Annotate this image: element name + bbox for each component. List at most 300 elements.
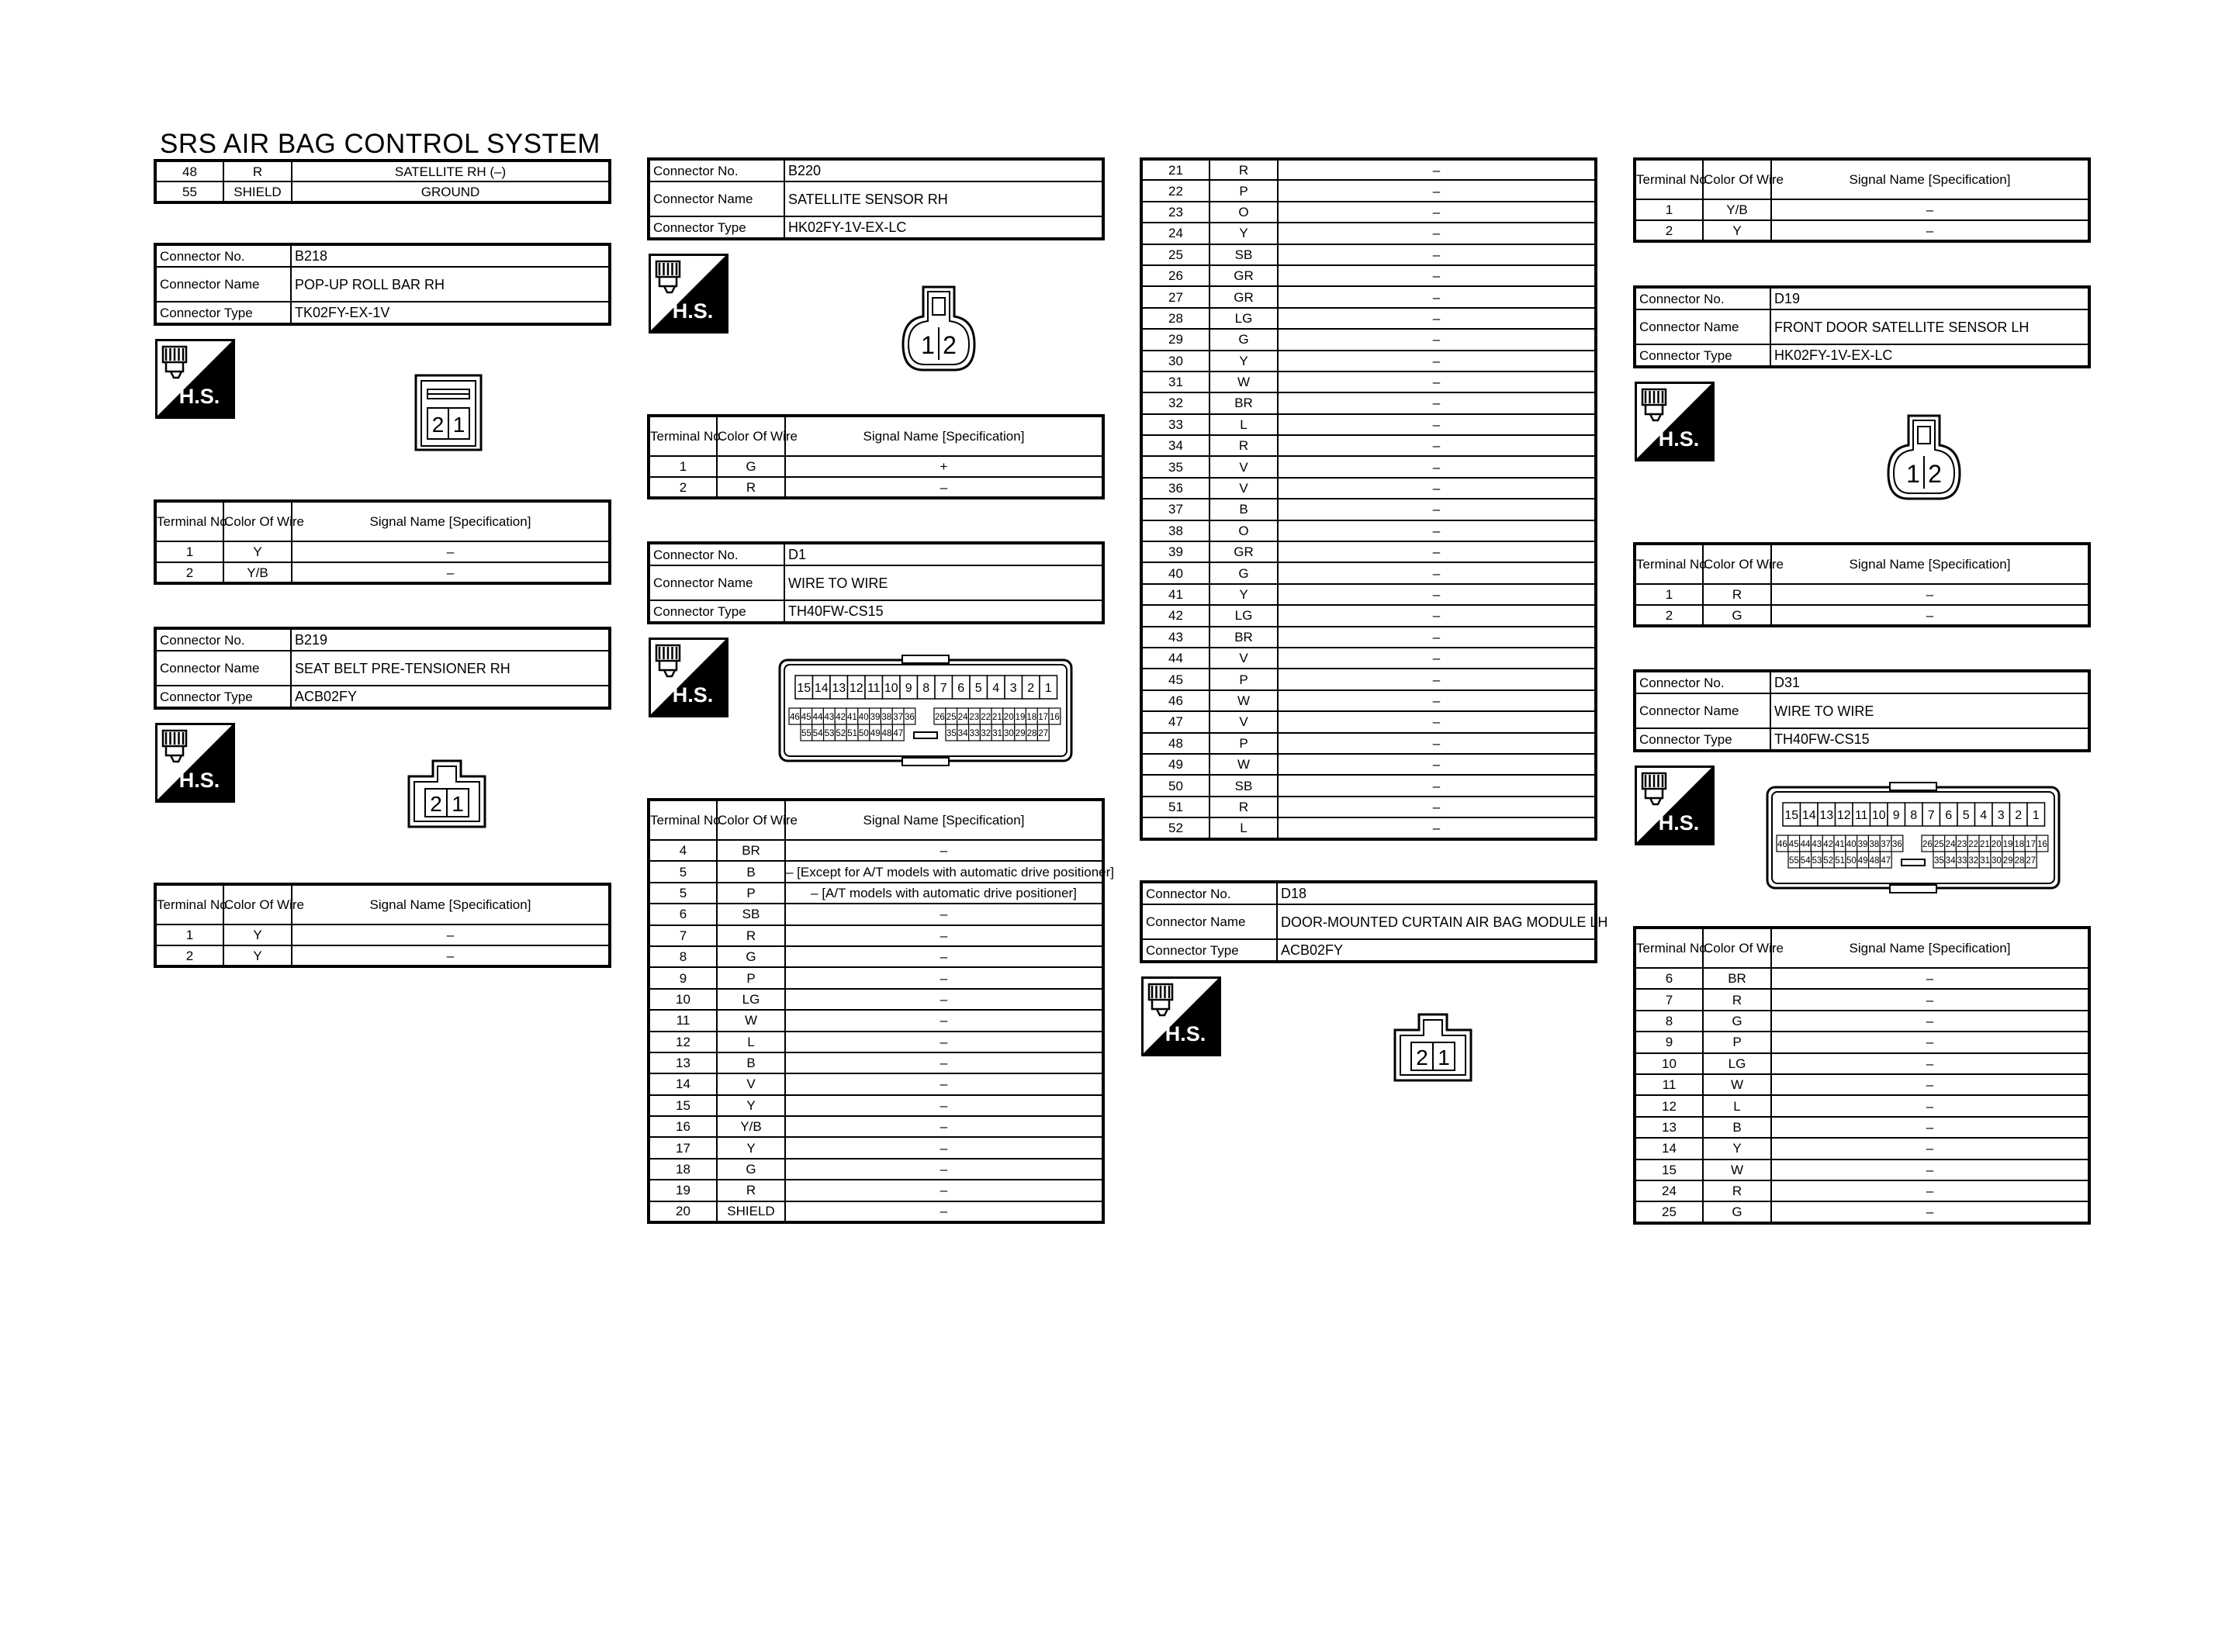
- color-of-wire-header: Color Of Wire: [223, 884, 292, 924]
- pin-number: 1: [1044, 682, 1052, 695]
- table-row: [649, 1180, 1103, 1201]
- signal-cell: –: [1278, 329, 1596, 350]
- table-row: [1635, 1032, 2089, 1052]
- pin-table-d31: [1633, 926, 2091, 1225]
- terminal-cell: 45: [1141, 669, 1209, 689]
- terminal-no-header: Terminal No.: [1635, 544, 1703, 584]
- pin-number: 29: [1015, 728, 1026, 738]
- table-row: [649, 1073, 1103, 1094]
- terminal-cell: 24: [1635, 1180, 1703, 1201]
- table-row: [1635, 968, 2089, 989]
- wire-color-cell: R: [717, 1180, 785, 1201]
- pin-number: 9: [905, 682, 912, 695]
- terminal-cell: 48: [155, 161, 223, 181]
- connector-name-label: Connector Name: [1635, 309, 1770, 344]
- wire-color-cell: R: [1209, 159, 1278, 180]
- table-row: [1141, 797, 1596, 817]
- terminal-cell: 49: [1141, 754, 1209, 775]
- connector-no-value: D19: [1770, 287, 2089, 309]
- wire-color-cell: SB: [717, 904, 785, 924]
- table-row: [1141, 308, 1596, 329]
- wire-color-cell: V: [1209, 456, 1278, 477]
- connector-name-label: Connector Name: [1141, 904, 1277, 939]
- table-row: [1141, 372, 1596, 392]
- wire-color-cell: V: [1209, 648, 1278, 669]
- table-body: [1635, 544, 2089, 626]
- top-rows-table: [154, 159, 611, 204]
- wire-color-cell: V: [717, 1073, 785, 1094]
- terminal-cell: 42: [1141, 605, 1209, 626]
- signal-cell: –: [1771, 1117, 2089, 1138]
- terminal-cell: 12: [1635, 1095, 1703, 1116]
- connector-type-value: HK02FY-1V-EX-LC: [1770, 344, 2089, 367]
- wire-color-cell: V: [1209, 711, 1278, 732]
- terminal-cell: 1: [1635, 199, 1703, 220]
- wire-color-cell: P: [1209, 180, 1278, 201]
- connector-no-row: [1635, 287, 2089, 309]
- terminal-no-header: Terminal No.: [155, 501, 223, 541]
- connector-name-value: SATELLITE SENSOR RH: [784, 181, 1103, 216]
- terminal-cell: 44: [1141, 648, 1209, 669]
- signal-cell: –: [1771, 584, 2089, 605]
- pin-table-d19: [1633, 542, 2091, 627]
- pin-number: 26: [935, 711, 946, 722]
- terminal-cell: 25: [1141, 244, 1209, 265]
- pin-number: 7: [1927, 809, 1935, 822]
- pin-number: 1: [452, 413, 465, 437]
- wire-color-cell: R: [717, 477, 785, 498]
- signal-cell: –: [292, 541, 610, 562]
- pin-number: 37: [1881, 838, 1891, 849]
- terminal-cell: 6: [1635, 968, 1703, 989]
- terminal-cell: 22: [1141, 180, 1209, 201]
- connector-no-value: B220: [784, 159, 1103, 181]
- signal-cell: –: [785, 1032, 1103, 1052]
- table-row: [155, 181, 610, 202]
- terminal-cell: 5: [649, 861, 717, 882]
- connector-name-row: [649, 181, 1103, 216]
- pin-number: 39: [1857, 838, 1868, 849]
- table-row: [1141, 392, 1596, 413]
- table-body: [155, 244, 610, 324]
- pin-number: 1: [452, 792, 464, 816]
- pin-number: 41: [847, 711, 858, 722]
- table-row: [1141, 584, 1596, 605]
- signal-cell: –: [1771, 1053, 2089, 1074]
- pin-table-d1: [647, 798, 1114, 1224]
- pin-number: 5: [1962, 809, 1970, 822]
- pin-number: 37: [893, 711, 904, 722]
- wire-color-cell: LG: [1209, 605, 1278, 626]
- pin-number: 9: [1892, 809, 1900, 822]
- pin-number: 40: [858, 711, 869, 722]
- signal-cell: –: [1278, 351, 1596, 372]
- table-row: [649, 925, 1103, 946]
- pin-number: 12: [849, 682, 863, 695]
- table-row: [1141, 414, 1596, 435]
- signal-cell: –: [1771, 1138, 2089, 1159]
- pin-number: 35: [1934, 855, 1945, 866]
- wire-color-cell: O: [1209, 202, 1278, 223]
- pin-number: 54: [1800, 855, 1811, 866]
- color-of-wire-header: Color Of Wire: [1703, 544, 1771, 584]
- signal-cell: –: [785, 1201, 1103, 1222]
- connector-face-d31: [1766, 781, 2061, 898]
- wire-color-cell: W: [1209, 372, 1278, 392]
- signal-cell: –: [785, 1073, 1103, 1094]
- table-row: [1635, 220, 2089, 241]
- table-row: [1141, 605, 1596, 626]
- pin-number: 51: [847, 728, 858, 738]
- connector-info-d19: [1633, 285, 2091, 368]
- pin-number: 24: [957, 711, 968, 722]
- wire-color-cell: SHIELD: [223, 181, 292, 202]
- wire-color-cell: W: [717, 1010, 785, 1031]
- table-row: [1141, 499, 1596, 520]
- terminal-cell: 47: [1141, 711, 1209, 732]
- pin-number: 23: [1957, 838, 1967, 849]
- pin-number: 33: [969, 728, 980, 738]
- pin-number: 7: [940, 682, 947, 695]
- pin-number: 25: [1933, 838, 1944, 849]
- wire-color-cell: G: [1209, 562, 1278, 583]
- table-row: [649, 1201, 1103, 1222]
- signal-cell: –: [1278, 499, 1596, 520]
- table-row: [649, 1137, 1103, 1158]
- signal-cell: –: [1771, 989, 2089, 1010]
- pin-number: 13: [1819, 809, 1834, 822]
- terminal-no-header: Terminal No.: [649, 800, 717, 840]
- pin-number: 5: [974, 682, 982, 695]
- signal-cell: –: [785, 1095, 1103, 1116]
- connector-face-b220: [900, 282, 978, 378]
- signal-cell: – [A/T models with automatic drive positioner]: [785, 883, 1103, 904]
- wire-color-cell: B: [1703, 1117, 1771, 1138]
- terminal-cell: 6: [649, 904, 717, 924]
- wire-color-cell: SHIELD: [717, 1201, 785, 1222]
- table-body: [649, 159, 1103, 239]
- table-row: [649, 477, 1103, 498]
- terminal-cell: 41: [1141, 584, 1209, 605]
- pin-number: 28: [1026, 728, 1037, 738]
- wire-color-cell: LG: [717, 989, 785, 1010]
- connector-type-label: Connector Type: [1635, 344, 1770, 367]
- connector-name-label: Connector Name: [1635, 693, 1770, 728]
- pin-number: 10: [1871, 809, 1886, 822]
- pin-number: 16: [1050, 711, 1061, 722]
- pin-number: 43: [824, 711, 835, 722]
- wire-color-cell: Y/B: [1703, 199, 1771, 220]
- pin-number: 31: [992, 728, 1003, 738]
- table-row: [1141, 351, 1596, 372]
- wire-color-cell: P: [1209, 669, 1278, 689]
- terminal-cell: 14: [1635, 1138, 1703, 1159]
- signal-cell: –: [1278, 711, 1596, 732]
- wire-color-cell: Y: [717, 1095, 785, 1116]
- pin-number: 34: [1945, 855, 1956, 866]
- wire-color-cell: Y/B: [717, 1116, 785, 1137]
- header-row: [649, 800, 1103, 840]
- table-row: [1141, 456, 1596, 477]
- connector-face-b219: [407, 758, 487, 833]
- wire-color-cell: L: [1703, 1095, 1771, 1116]
- terminal-cell: 38: [1141, 520, 1209, 541]
- wire-color-cell: Y: [223, 945, 292, 966]
- signal-cell: –: [1278, 797, 1596, 817]
- pin-number: 31: [1980, 855, 1991, 866]
- pin-number: 12: [1836, 809, 1851, 822]
- table-row: [649, 840, 1103, 861]
- terminal-no-header: Terminal No.: [1635, 159, 1703, 199]
- connector-name-value: WIRE TO WIRE: [1770, 693, 2089, 728]
- pin-table-d1-continued: [1140, 157, 1597, 841]
- wire-color-cell: GR: [1209, 541, 1278, 562]
- connector-name-value: SEAT BELT PRE-TENSIONER RH: [291, 651, 610, 686]
- terminal-cell: 52: [1141, 817, 1209, 838]
- header-row: [649, 416, 1103, 456]
- wire-color-cell: O: [1209, 520, 1278, 541]
- wire-color-cell: G: [1703, 605, 1771, 626]
- hs-label: H.S.: [672, 683, 714, 707]
- signal-cell: –: [1278, 478, 1596, 499]
- signal-cell: –: [785, 925, 1103, 946]
- terminal-cell: 31: [1141, 372, 1209, 392]
- signal-cell: –: [1771, 220, 2089, 241]
- pin-number: 46: [790, 711, 801, 722]
- signal-cell: –: [1278, 520, 1596, 541]
- wire-color-cell: R: [717, 925, 785, 946]
- wire-color-cell: V: [1209, 478, 1278, 499]
- terminal-cell: 43: [1141, 627, 1209, 648]
- pin-number: 52: [1823, 855, 1834, 866]
- connector-name-row: [1635, 693, 2089, 728]
- connector-face-d18: [1393, 1011, 1473, 1087]
- table-row: [1141, 244, 1596, 265]
- pin-number: 24: [1945, 838, 1956, 849]
- pin-number: 26: [1922, 838, 1933, 849]
- terminal-cell: 36: [1141, 478, 1209, 499]
- terminal-cell: 55: [155, 181, 223, 202]
- signal-cell: –: [1278, 223, 1596, 244]
- table-row: [1635, 1011, 2089, 1032]
- table-row: [1141, 541, 1596, 562]
- table-row: [1141, 817, 1596, 838]
- wire-color-cell: L: [717, 1032, 785, 1052]
- pin-number: 22: [981, 711, 991, 722]
- header-row: [1635, 159, 2089, 199]
- signal-cell: –: [1771, 968, 2089, 989]
- table-body: [1635, 287, 2089, 367]
- table-row: [649, 1159, 1103, 1180]
- wire-color-cell: G: [717, 456, 785, 477]
- pin-number: 47: [893, 728, 904, 738]
- table-body: [649, 543, 1103, 623]
- signal-cell: –: [1278, 817, 1596, 838]
- connector-info-d18: [1140, 880, 1608, 963]
- wire-color-cell: P: [717, 883, 785, 904]
- terminal-cell: 9: [649, 967, 717, 988]
- table-body: [155, 161, 610, 202]
- pin-number: 53: [824, 728, 835, 738]
- harness-side-icon: [649, 254, 728, 334]
- connector-name-row: [1635, 309, 2089, 344]
- table-row: [649, 1052, 1103, 1073]
- harness-side-icon: [1635, 382, 1715, 461]
- signal-cell: –: [1278, 584, 1596, 605]
- wire-color-cell: BR: [1209, 392, 1278, 413]
- wire-color-cell: LG: [1209, 308, 1278, 329]
- table-row: [649, 1095, 1103, 1116]
- table-row: [1141, 520, 1596, 541]
- connector-type-row: [155, 686, 610, 708]
- connector-type-row: [1635, 344, 2089, 367]
- connector-face-d19: [1885, 411, 1963, 506]
- table-row: [1635, 1138, 2089, 1159]
- terminal-cell: 10: [1635, 1053, 1703, 1074]
- pin-number: 49: [870, 728, 881, 738]
- wire-color-cell: Y: [223, 924, 292, 945]
- terminal-cell: 4: [649, 840, 717, 861]
- pin-number: 2: [943, 331, 957, 359]
- table-row: [649, 1010, 1103, 1031]
- table-row: [1141, 265, 1596, 286]
- table-row: [1141, 478, 1596, 499]
- color-of-wire-header: Color Of Wire: [717, 800, 785, 840]
- hs-label: H.S.: [178, 385, 220, 408]
- wire-color-cell: G: [717, 946, 785, 967]
- terminal-cell: 50: [1141, 775, 1209, 796]
- pin-number: 40: [1846, 838, 1857, 849]
- pin-number: 22: [1968, 838, 1979, 849]
- connector-info-d1: [647, 541, 1105, 624]
- terminal-cell: 26: [1141, 265, 1209, 286]
- pin-number: 10: [884, 682, 898, 695]
- signal-cell: –: [1278, 286, 1596, 307]
- pin-number: 11: [1854, 809, 1868, 822]
- wire-color-cell: SB: [1209, 775, 1278, 796]
- connector-type-value: TK02FY-EX-1V: [291, 302, 610, 324]
- pin-number: 42: [836, 711, 846, 722]
- table-row: [1141, 202, 1596, 223]
- table-body: [1141, 882, 1608, 962]
- header-row: [1635, 544, 2089, 584]
- terminal-cell: 48: [1141, 733, 1209, 754]
- pin-number: 25: [946, 711, 957, 722]
- pin-number: 6: [957, 682, 965, 695]
- pin-number: 27: [1038, 728, 1049, 738]
- wire-color-cell: P: [717, 967, 785, 988]
- pin-number: 34: [957, 728, 968, 738]
- table-body: [155, 628, 610, 708]
- table-row: [1141, 223, 1596, 244]
- pin-number: 6: [1945, 809, 1953, 822]
- table-row: [1635, 584, 2089, 605]
- pin-number: 46: [1777, 838, 1788, 849]
- pin-number: 1: [2032, 809, 2040, 822]
- terminal-cell: 25: [1635, 1201, 1703, 1222]
- signal-cell: –: [785, 1159, 1103, 1180]
- table-row: [1635, 989, 2089, 1010]
- signal-cell: –: [1278, 775, 1596, 796]
- table-row: [1141, 180, 1596, 201]
- terminal-cell: 18: [649, 1159, 717, 1180]
- terminal-cell: 15: [1635, 1160, 1703, 1180]
- terminal-cell: 2: [649, 477, 717, 498]
- terminal-cell: 1: [155, 541, 223, 562]
- table-row: [155, 161, 610, 181]
- pin-number: 36: [1892, 838, 1903, 849]
- terminal-cell: 20: [649, 1201, 717, 1222]
- signal-cell: –: [785, 840, 1103, 861]
- table-body: [1635, 671, 2089, 751]
- wire-color-cell: BR: [717, 840, 785, 861]
- pin-number: 45: [1788, 838, 1799, 849]
- wire-color-cell: L: [1209, 817, 1278, 838]
- table-row: [1141, 562, 1596, 583]
- connector-face-d1: [778, 654, 1073, 771]
- signal-cell: –: [785, 1137, 1103, 1158]
- connector-name-label: Connector Name: [649, 181, 784, 216]
- signal-cell: –: [1278, 562, 1596, 583]
- signal-name-header: Signal Name [Specification]: [1771, 544, 2089, 584]
- table-row: [1635, 1095, 2089, 1116]
- hs-label: H.S.: [672, 299, 714, 323]
- table-row: [155, 541, 610, 562]
- table-row: [1635, 1053, 2089, 1074]
- harness-side-icon: [1635, 766, 1715, 845]
- wire-color-cell: L: [1209, 414, 1278, 435]
- wire-color-cell: BR: [1703, 968, 1771, 989]
- wire-color-cell: R: [1703, 989, 1771, 1010]
- wire-color-cell: B: [1209, 499, 1278, 520]
- signal-cell: –: [1278, 265, 1596, 286]
- table-row: [1635, 199, 2089, 220]
- connector-type-label: Connector Type: [1635, 728, 1770, 751]
- connector-no-value: D18: [1277, 882, 1596, 904]
- table-row: [649, 861, 1103, 882]
- connector-type-value: ACB02FY: [1277, 939, 1596, 962]
- wire-color-cell: Y: [1209, 223, 1278, 244]
- connector-type-row: [1635, 728, 2089, 751]
- signal-name-header: Signal Name [Specification]: [292, 884, 610, 924]
- connector-type-value: TH40FW-CS15: [784, 600, 1103, 623]
- pin-number: 2: [1027, 682, 1035, 695]
- signal-name-header: Signal Name [Specification]: [1771, 159, 2089, 199]
- terminal-cell: 24: [1141, 223, 1209, 244]
- pin-number: 50: [859, 728, 870, 738]
- pin-number: 36: [905, 711, 915, 722]
- connector-no-label: Connector No.: [649, 159, 784, 181]
- page-title: SRS AIR BAG CONTROL SYSTEM: [160, 129, 600, 159]
- pin-number: 44: [1800, 838, 1811, 849]
- terminal-cell: 2: [1635, 605, 1703, 626]
- terminal-cell: 2: [155, 945, 223, 966]
- signal-cell: –: [785, 1052, 1103, 1073]
- signal-cell: –: [785, 1180, 1103, 1201]
- wire-color-cell: G: [717, 1159, 785, 1180]
- harness-side-icon: [155, 723, 235, 803]
- wire-color-cell: W: [1209, 754, 1278, 775]
- wire-color-cell: Y/B: [223, 562, 292, 583]
- pin-number: 48: [1869, 855, 1880, 866]
- terminal-cell: 17: [649, 1137, 717, 1158]
- pin-number: 3: [1997, 809, 2005, 822]
- table-row: [649, 456, 1103, 477]
- table-row: [1141, 286, 1596, 307]
- connector-info-b219: [154, 627, 611, 710]
- terminal-no-header: Terminal No.: [155, 884, 223, 924]
- connector-info-b220: [647, 157, 1105, 240]
